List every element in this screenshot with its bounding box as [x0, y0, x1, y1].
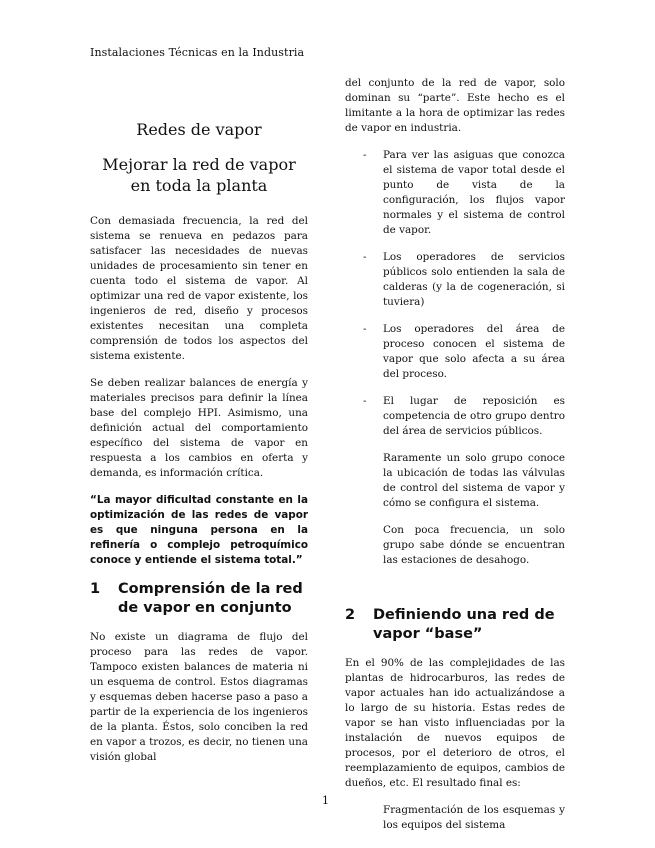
section-title: Comprensión de la red de vapor en conjunto — [118, 581, 303, 616]
running-header: Instalaciones Técnicas en la Industria — [90, 46, 305, 59]
paragraph-continuation: del conjunto de la red de vapor, solo dominan su “parte”. Este hecho es el limitante a la hora de optimizar las redes de vapor en industria. — [345, 77, 565, 134]
highlight-quote: “La mayor dificultad constante en la optimización de las redes de vapor es que ninguna persona en la refinería o complejo petroquímico conoce y entiende el sistema total.” — [90, 494, 308, 566]
dash-marker: - — [363, 395, 367, 407]
paragraph-intro: Con demasiada frecuencia, la red del sistema se renueva en pedazos para satisfacer las necesidades de nuevas unidades de procesamiento sin tener en cuenta todo el sistema de vapor. Al optimizar una red de vapor existente, los ingenieros de red, diseño y procesos existentes necesitan una completa comprensión de todos los aspectos del sistema existente. — [90, 215, 308, 362]
dash-marker: - — [363, 323, 367, 335]
paragraph-fragmentation: Fragmentación de los esquemas y los equipos del sistema — [383, 804, 565, 831]
dash-marker: - — [363, 251, 367, 263]
right-column — [345, 76, 565, 845]
section-title: Definiendo una red de vapor “base” — [373, 607, 555, 642]
paragraph-balances: Se deben realizar balances de energía y materiales precisos para definir la línea base del complejo HPI. Asimismo, una definición actual del comportamiento específico del sistema de vapor en respuesta a los cambios en oferta y demanda, es información crítica. — [90, 377, 308, 479]
paragraph-valves: Raramente un solo grupo conoce la ubicación de todas las válvulas de control del sistema de vapor y cómo se configura el sistema. — [383, 452, 565, 509]
document-title: Redes de vapor — [136, 120, 262, 139]
section-number: 2 — [345, 607, 356, 623]
list-item: - Los operadores de servicios públicos solo entienden la sala de calderas (y la de cogeneración, si tuviera) — [363, 251, 565, 308]
bullet-list — [345, 148, 565, 439]
paragraph-history: En el 90% de las complejidades de las plantas de hidrocarburos, las redes de vapor actuales han ido actualizándose a lo largo de su historia. Estas redes de vapor se han visto influenciadas por la instalación de nuevos equipos de procesos, por el deterioro de otros, el reemplazamiento de equipos, cambios de dueños, etc. El resultado final es: — [345, 657, 565, 789]
list-item: - El lugar de reposición es competencia de otro grupo dentro del área de servicios públicos. — [363, 395, 565, 437]
dash-marker: - — [363, 149, 367, 161]
document-subtitle: Mejorar la red de vapor en toda la planta — [102, 155, 296, 195]
list-item: - Los operadores del área de proceso conocen el sistema de vapor que solo afecta a su área del proceso. — [363, 323, 565, 380]
section-number: 1 — [90, 581, 101, 597]
section-heading-1 — [90, 580, 308, 618]
paragraph-flow-diagram: No existe un diagrama de flujo del proceso para las redes de vapor. Tampoco existen balances de materia ni un esquema de control. Estos diagramas y esquemas deben hacerse paso a paso a partir de la experiencia de los ingenieros de la planta. Éstos, solo conciben la red en vapor a trozos, es decir, no tienen una visión global — [90, 631, 308, 763]
paragraph-relief-stations: Con poca frecuencia, un solo grupo sabe dónde se encuentran las estaciones de desahogo. — [383, 524, 565, 566]
page-number: 1 — [322, 794, 329, 807]
left-column — [90, 120, 308, 777]
section-heading-2 — [345, 606, 565, 644]
list-item: - Para ver las asiguas que conozca el sistema de vapor total desde el punto de vista de la configuración, los flujos vapor normales y el sistema de control de vapor. — [363, 149, 565, 236]
